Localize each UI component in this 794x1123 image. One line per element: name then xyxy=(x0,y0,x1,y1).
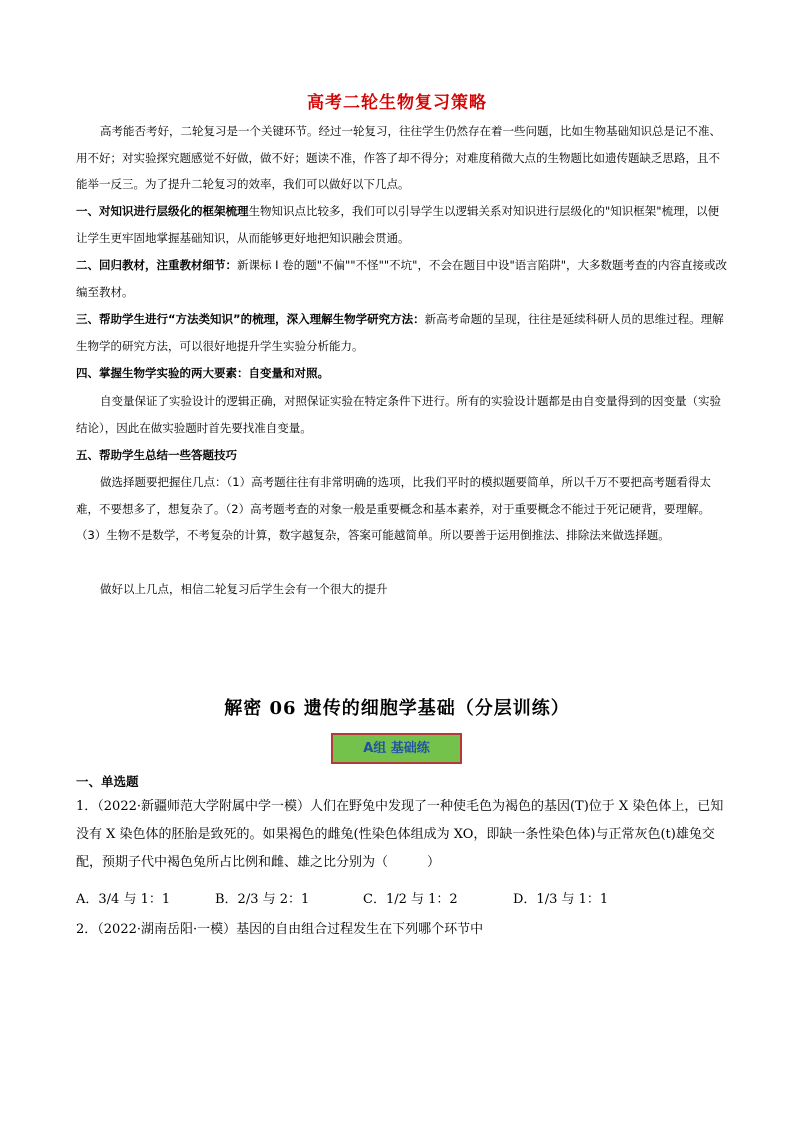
option-b: B．2/3 与 2：1 xyxy=(215,892,310,907)
option-a: A．3/4 与 1：1 xyxy=(76,892,171,907)
question-1-stem: 1．（2022·新疆师范大学附属中学一模）人们在野兔中发现了一种使毛色为褐色的基因(T)位于 X 染色体上，已知没有 X 染色体的胚胎是致死的。如果褐色的雌兔(性染色体组成为 XO，即缺一条性染色体)与正常灰色(t)雄兔交配，预期子代中褐色兔所占比例和雌、雄之比分别为（ ） xyxy=(76,799,724,870)
group-badge: A组 基础练 xyxy=(331,733,462,764)
closing-line: 做好以上几点，相信二轮复习后学生会有一个很大的提升 xyxy=(100,582,388,596)
point-4-text: 自变量保证了实验设计的逻辑正确，对照保证实验在特定条件下进行。所有的实验设计题都是由自变量得到的因变量（实验结论），因此在做实验题时首先要找准自变量。 xyxy=(76,394,721,435)
point-3-body: 新高考命题的呈现，往往是延续科研人员的思维过程。理解生物学的研究方法，可以很好地提升学生实验分析能力。 xyxy=(76,312,724,353)
option-d: D．1/3 与 1：1 xyxy=(513,892,609,907)
point-3 xyxy=(76,306,728,359)
unit-title: 解密 06 遗传的细胞学基础（分层训练） xyxy=(224,698,570,719)
point-5-text: 做选择题要把握住几点：（1）高考题往往有非常明确的选项，比我们平时的模拟题要简单，所以千万不要把高考题看得太难，不要想多了，想复杂了。（2）高考题考查的对象一般是重要概念和基本素养，对于重要概念不能过于死记硬背，要理解。（3）生物不是数学，不考复杂的计算，数字越复杂，答案可能越简单。所以要善于运用倒推法、排除法来做选择题。 xyxy=(76,475,712,542)
point-1-body: 生物知识点比较多，我们可以引导学生以逻辑关系对知识进行层级化的"知识框架"梳理，以便让学生更牢固地掌握基础知识，从而能够更好地把知识融会贯通。 xyxy=(76,204,720,245)
point-1-heading: 一、对知识进行层级化的框架梳理 xyxy=(76,204,249,218)
section-heading-single-choice: 一、单选题 xyxy=(76,774,139,789)
point-2-body: 新课标 I 卷的题"不偏""不怪""不坑"，不会在题目中设"语言陷阱"，大多数题考查的内容直接或改编至教材。 xyxy=(76,258,728,299)
question-1-options xyxy=(76,888,716,907)
point-3-heading: 三、帮助学生进行“方法类知识”的梳理，深入理解生物学研究方法： xyxy=(76,312,425,326)
point-4-heading: 四、掌握生物学实验的两大要素：自变量和对照。 xyxy=(76,366,329,380)
question-2-stem: 2．（2022·湖南岳阳·一模）基因的自由组合过程发生在下列哪个环节中 xyxy=(76,922,484,937)
point-1 xyxy=(76,198,728,251)
intro-paragraph: 高考能否考好，二轮复习是一个关键环节。经过一轮复习，往往学生仍然存在着一些问题，比如生物基础知识总是记不准、用不好；对实验探究题感觉不好做，做不好；题读不准，作答了却不得分；对难度稍微大点的生物题比如遗传题缺乏思路，且不能举一反三。为了提升二轮复习的效率，我们可以做好以下几点。 xyxy=(76,124,721,191)
point-2 xyxy=(76,252,728,305)
strategy-title: 高考二轮生物复习策略 xyxy=(307,93,487,113)
point-2-heading: 二、回归教材，注重教材细节： xyxy=(76,258,237,272)
option-c: C．1/2 与 1：2 xyxy=(363,892,458,907)
point-5-heading: 五、帮助学生总结一些答题技巧 xyxy=(76,448,237,462)
